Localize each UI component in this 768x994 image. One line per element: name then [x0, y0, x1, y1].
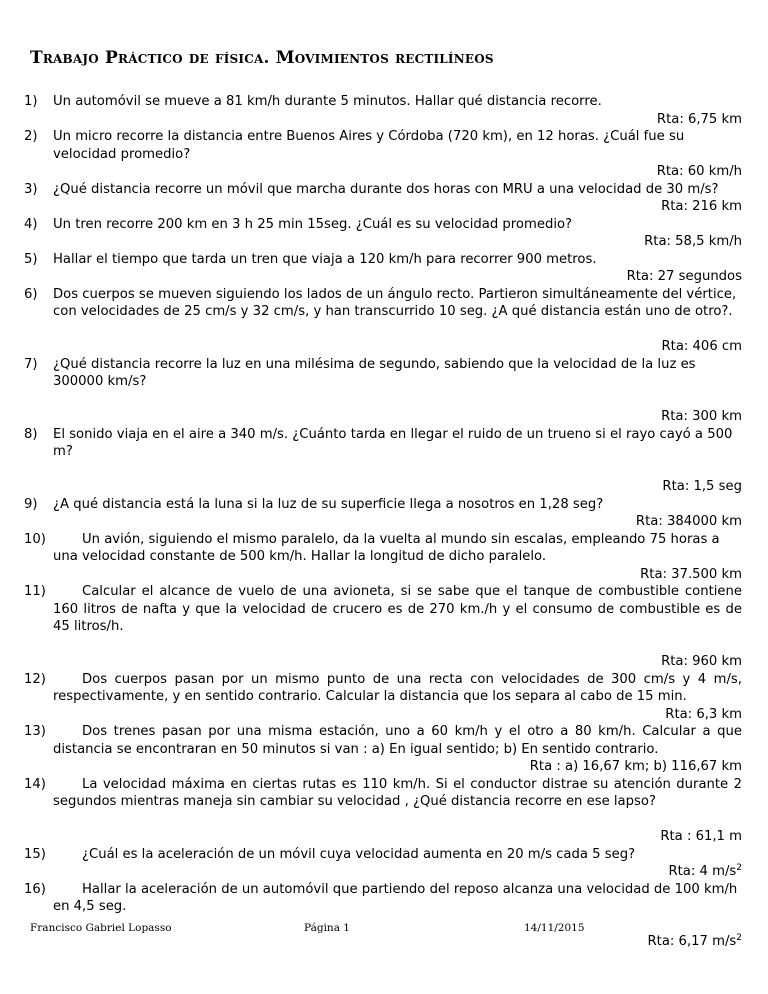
problem-answer [53, 111, 742, 129]
problem-text: Un tren recorre 200 km en 3 h 25 min 15seg. ¿Cuál es su velocidad promedio? [53, 216, 573, 232]
answer-text: Rta: 6,75 km [656, 111, 742, 127]
problem-answer [53, 828, 742, 846]
problem-item [24, 723, 742, 776]
answer-text: Rta : a) 16,67 km; b) 116,67 km [529, 759, 742, 774]
problem-answer [53, 566, 742, 584]
footer-author: Francisco Gabriel Lopasso [30, 922, 172, 934]
problem-answer [53, 933, 742, 951]
problem-item [24, 671, 742, 724]
problem-answer [53, 268, 742, 286]
problem-text: Hallar la aceleración de un automóvil que partiendo del reposo alcanza una velocidad de 100 km/h en 4,5 seg. [53, 881, 738, 914]
problem-text: ¿Qué distancia recorre la luz en una milésima de segundo, sabiendo que la velocidad de la luz es 300000 km/s? [53, 356, 696, 389]
problem-item [24, 251, 742, 286]
problem-item [24, 216, 742, 251]
problem-text: Un avión, siguiendo el mismo paralelo, da la vuelta al mundo sin escalas, empleando 75 horas a una velocidad constante de 500 km/h. Hallar la longitud de dicho paralelo. [53, 531, 720, 564]
answer-text: Rta: 6,3 km [665, 706, 742, 722]
problem-answer [53, 408, 742, 426]
problem-item [24, 181, 742, 216]
problem-text: ¿A qué distancia está la luna si la luz de su superficie llega a nosotros en 1,28 seg? [53, 496, 604, 512]
problem-item [24, 531, 742, 584]
problem-number: 6) [24, 286, 38, 302]
problem-item [24, 426, 742, 496]
problem-item [24, 286, 742, 356]
problem-text: ¿Cuál es la aceleración de un móvil cuya velocidad aumenta en 20 m/s cada 5 seg? [82, 846, 636, 862]
problem-answer [53, 338, 742, 356]
answer-text: Rta: 6,17 m/s [647, 934, 737, 949]
answer-exponent: 2 [736, 863, 742, 873]
problem-number: 16) [24, 881, 46, 897]
answer-text: Rta: 216 km [661, 199, 742, 214]
problem-item [24, 881, 742, 951]
problem-number: 4) [24, 216, 38, 232]
problem-number: 2) [24, 129, 38, 144]
problem-list [24, 93, 742, 951]
problem-number: 12) [24, 671, 46, 687]
problem-answer [53, 513, 742, 531]
problem-item [24, 356, 742, 426]
problem-number: 8) [24, 426, 38, 442]
answer-text: Rta: 1,5 seg [662, 479, 742, 494]
problem-number: 15) [24, 846, 46, 862]
answer-text: Rta: 300 km [661, 409, 742, 424]
problem-text: La velocidad máxima en ciertas rutas es 110 km/h. Si el conductor distrae su atención durante 2 segundos mientras maneja sin cambiar su velocidad , ¿Qué distancia recorre en ese lapso? [53, 776, 742, 809]
answer-text: Rta: 60 km/h [656, 164, 742, 179]
problem-item [24, 846, 742, 881]
answer-text: Rta: 384000 km [635, 514, 742, 529]
problem-item [24, 93, 742, 128]
problem-text: El sonido viaja en el aire a 340 m/s. ¿Cuánto tarda en llegar el ruido de un trueno si el rayo cayó a 500 m? [53, 426, 733, 459]
problem-text: Un automóvil se mueve a 81 km/h durante 5 minutos. Hallar qué distancia recorre. [53, 94, 602, 109]
answer-text: Rta: 960 km [661, 654, 742, 669]
problem-answer [53, 198, 742, 216]
answer-text: Rta: 27 segundos [626, 269, 742, 284]
problem-number: 5) [24, 251, 38, 267]
problem-number: 3) [24, 181, 38, 197]
problem-answer [53, 863, 742, 881]
answer-exponent: 2 [736, 933, 742, 943]
problem-number: 10) [24, 531, 46, 547]
footer-date: 14/11/2015 [524, 922, 585, 934]
problem-text: Dos cuerpos pasan por un mismo punto de una recta con velocidades de 300 cm/s y 4 m/s, respectivamente, y en sentido contrario. Calcular la distancia que los separa al cabo de 15 min. [53, 671, 742, 704]
page-title: Trabajo Práctico de física. Movimientos rectilíneos [30, 48, 494, 68]
problem-number: 14) [24, 776, 46, 792]
problem-text: ¿Qué distancia recorre un móvil que marcha durante dos horas con MRU a una velocidad de 30 m/s? [53, 181, 719, 197]
answer-text: Rta: 4 m/s [668, 864, 737, 879]
problem-text: Un micro recorre la distancia entre Buenos Aires y Córdoba (720 km), en 12 horas. ¿Cuál fue su velocidad promedio? [53, 129, 685, 162]
problem-answer [53, 653, 742, 671]
problem-text: Calcular el alcance de vuelo de una avioneta, si se sabe que el tanque de combustible contiene 160 litros de nafta y que la velocidad de crucero es de 270 km./h y el consumo de combustible es de 45 litros/h. [53, 584, 742, 634]
problem-number: 13) [24, 724, 46, 739]
answer-text: Rta: 58,5 km/h [644, 234, 742, 249]
problem-text: Dos cuerpos se mueven siguiendo los lados de un ángulo recto. Partieron simultáneamente del vértice, con velocidades de 25 cm/s y 32 cm/s, y han transcurrido 10 seg. ¿A qué distancia están uno de otro?. [53, 286, 737, 319]
problem-number: 9) [24, 496, 38, 512]
answer-text: Rta : 61,1 m [660, 829, 742, 844]
problem-answer [53, 758, 742, 776]
problem-text: Hallar el tiempo que tarda un tren que viaja a 120 km/h para recorrer 900 metros. [53, 251, 597, 267]
problem-answer [53, 233, 742, 251]
problem-answer [53, 478, 742, 496]
problem-number: 1) [24, 94, 38, 109]
answer-text: Rta: 37.500 km [640, 566, 742, 582]
problem-number: 11) [24, 584, 46, 599]
problem-item [24, 496, 742, 531]
problem-answer [53, 163, 742, 181]
problem-item [24, 776, 742, 846]
answer-text: Rta: 406 cm [661, 339, 742, 354]
problem-number: 7) [24, 356, 38, 372]
problem-text: Dos trenes pasan por una misma estación, uno a 60 km/h y el otro a 80 km/h. Calcular a que distancia se encontraran en 50 minutos si van : a) En igual sentido; b) En sentido contrario. [53, 724, 742, 757]
problem-item [24, 128, 742, 181]
problem-answer [53, 706, 742, 724]
problem-item [24, 583, 742, 671]
footer-page-number: Página 1 [304, 922, 350, 934]
